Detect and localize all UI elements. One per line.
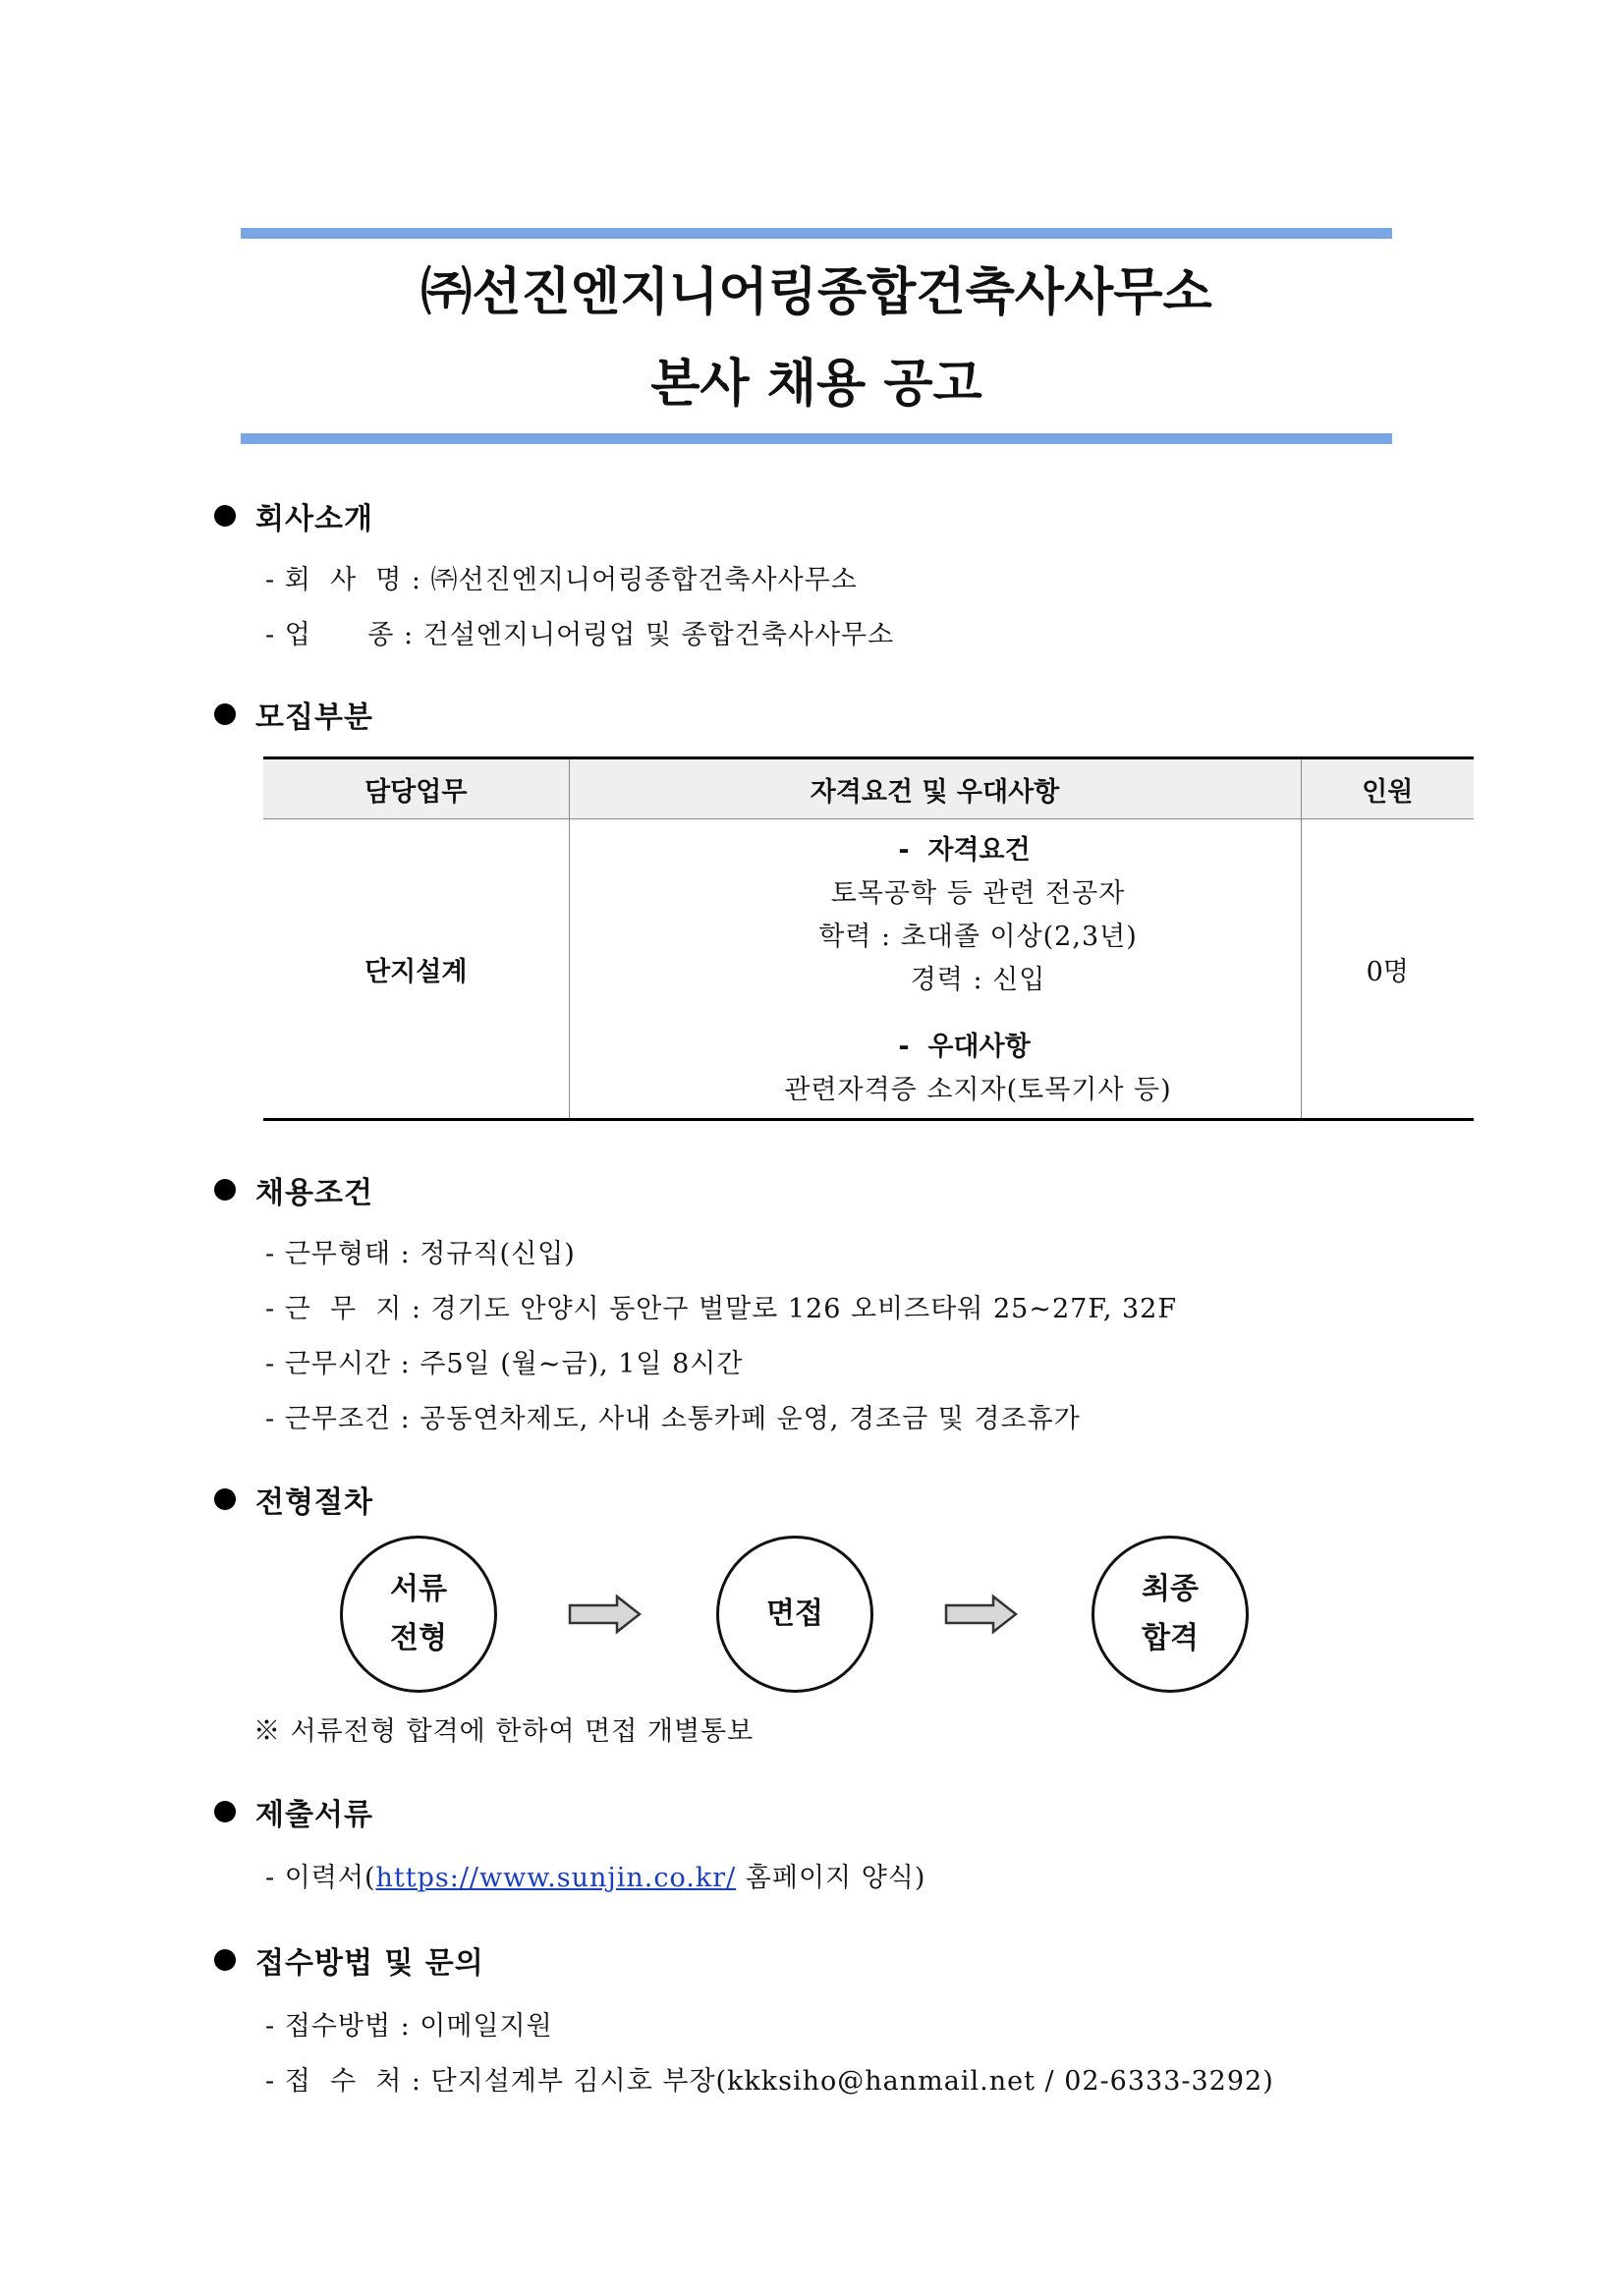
bullet-icon <box>214 505 236 527</box>
section-documents <box>214 1792 373 1831</box>
contact-receiver-line: - 접 수 처 : 단지설계부 김시호 부장(kkksiho@hanmail.net / 02-6333-3292) <box>265 2066 1274 2097</box>
condition-line: - 근 무 지 : 경기도 안양시 동안구 벌말로 126 오비즈타워 25~27F, 32F <box>265 1294 1178 1324</box>
bullet-icon <box>214 1179 236 1201</box>
qualification-item: 학력 : 초대졸 이상(2,3년) <box>818 922 1138 952</box>
qualification-item: 토목공학 등 관련 전공자 <box>830 878 1126 909</box>
step-label: 최종 <box>1142 1572 1199 1606</box>
qualification-heading: - 자격요건 <box>898 835 1031 866</box>
company-title: ㈜선진엔지니어링종합건축사사무소 <box>420 263 1212 322</box>
duty-cell <box>263 819 569 1120</box>
documents-line <box>265 1856 925 1894</box>
column-header-qualification: 자격요건 및 우대사항 <box>569 758 1301 819</box>
bullet-icon <box>214 1801 236 1822</box>
condition-line: - 근무조건 : 공동연차제도, 사내 소통카페 운영, 경조금 및 경조휴가 <box>265 1404 1081 1434</box>
process-step-document <box>340 1536 497 1693</box>
recruit-table <box>263 756 1474 1121</box>
documents-prefix: - 이력서( <box>265 1863 376 1893</box>
bullet-icon <box>214 1949 236 1971</box>
process-note: ※ 서류전형 합격에 한하여 면접 개별통보 <box>253 1716 755 1747</box>
company-industry-line: - 업 종 : 건설엔지니어링업 및 종합건축사사무소 <box>265 620 895 650</box>
condition-line: - 근무형태 : 정규직(신입) <box>265 1239 576 1269</box>
section-title-company: 회사소개 <box>255 502 373 536</box>
section-process <box>214 1480 373 1519</box>
column-header-duty: 담당업무 <box>263 758 569 819</box>
duty-value: 단지설계 <box>364 956 468 987</box>
table-row <box>263 819 1474 1120</box>
preference-heading: - 우대사항 <box>898 1032 1031 1062</box>
step-label: 서류 <box>390 1572 447 1606</box>
section-title-contact: 접수방법 및 문의 <box>255 1946 484 1981</box>
section-title-process: 전형절차 <box>255 1485 373 1520</box>
preference-item: 관련자격증 소지자(토목기사 등) <box>784 1075 1172 1105</box>
section-title-documents: 제출서류 <box>255 1798 373 1832</box>
bullet-icon <box>214 1488 236 1510</box>
qualification-cell <box>569 819 1301 1120</box>
headcount-value: 0명 <box>1366 956 1409 987</box>
title-top-bar <box>241 228 1392 239</box>
section-title-recruit: 모집부분 <box>255 700 373 735</box>
company-name-line: - 회 사 명 : ㈜선진엔지니어링종합건축사사무소 <box>265 565 858 595</box>
qualification-item: 경력 : 신입 <box>910 965 1046 995</box>
step-label: 합격 <box>1142 1621 1199 1655</box>
section-recruit <box>214 695 373 734</box>
step-label: 전형 <box>390 1621 447 1655</box>
section-company <box>214 496 373 535</box>
table-header-row <box>263 758 1474 819</box>
column-header-headcount: 인원 <box>1301 758 1474 819</box>
process-step-final <box>1092 1536 1249 1693</box>
section-title-conditions: 채용조건 <box>255 1176 373 1210</box>
title-bottom-bar <box>241 433 1392 444</box>
page-title: 본사 채용 공고 <box>650 355 982 414</box>
section-contact <box>214 1940 484 1980</box>
arrow-right-icon <box>944 1594 1019 1635</box>
headcount-cell <box>1301 819 1474 1120</box>
contact-method-line: - 접수방법 : 이메일지원 <box>265 2011 553 2042</box>
step-label: 면접 <box>766 1596 823 1631</box>
bullet-icon <box>214 703 236 725</box>
arrow-right-icon <box>568 1594 643 1635</box>
process-step-interview <box>716 1536 873 1693</box>
section-conditions <box>214 1170 373 1209</box>
condition-line: - 근무시간 : 주5일 (월~금), 1일 8시간 <box>265 1349 744 1379</box>
homepage-link[interactable]: https://www.sunjin.co.kr/ <box>375 1863 737 1893</box>
documents-suffix: 홈페이지 양식) <box>736 1863 926 1893</box>
